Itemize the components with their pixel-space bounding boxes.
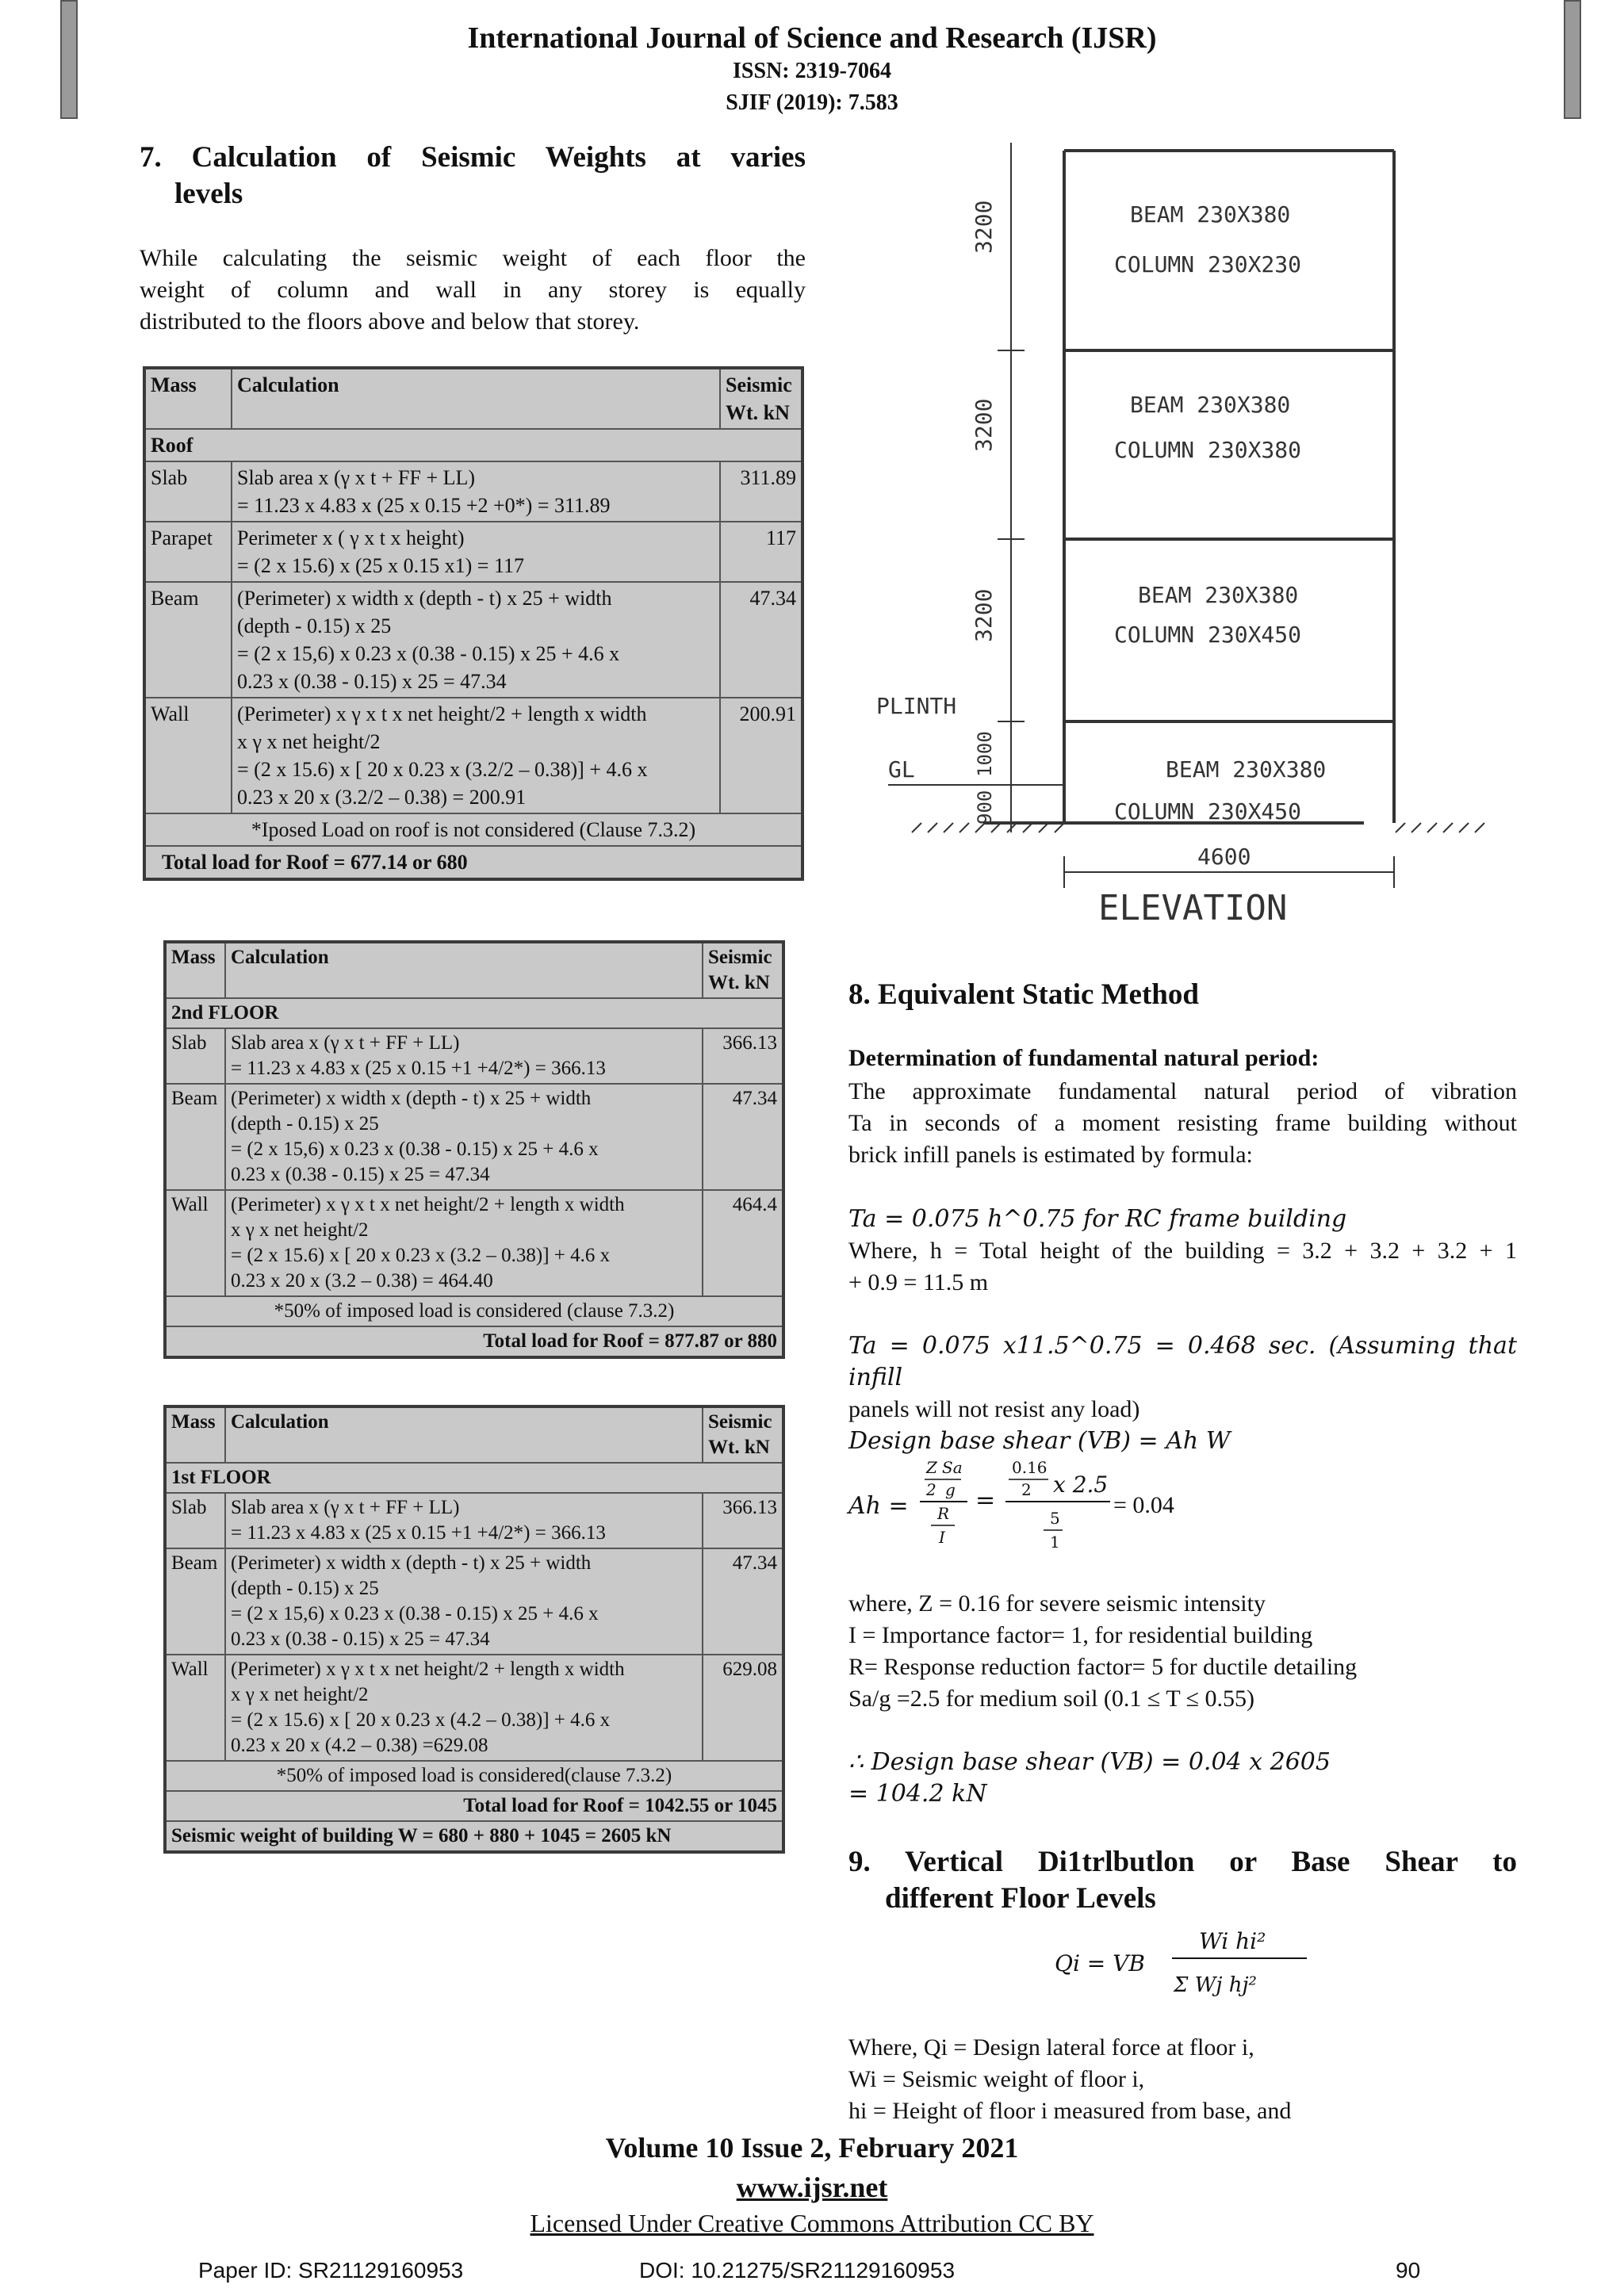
frac-r: R — [937, 1504, 950, 1523]
period-calc: Ta = 0.075 x11.5^0.75 = 0.468 sec. (Assuming that infill panels will not resist any load) Design base shear (VB) = Ah W — [848, 1332, 1517, 1455]
frac-eq: = — [975, 1487, 996, 1514]
section-8-paragraph: The approximate fundamental natural period of vibration Ta in seconds of a moment resisting frame building without brick infill panels is estimated by formula: — [848, 1078, 1517, 1168]
frac-sa: Sa — [942, 1458, 963, 1477]
frac-5: 5 — [1050, 1509, 1060, 1528]
section-9-heading: 9. Vertical Di1trlbutlon or Base Shear to different Floor Levels — [848, 1846, 1517, 1915]
frac-x25: x 2.5 — [1053, 1471, 1109, 1498]
dim-3200-low: 3200 — [971, 588, 997, 642]
dim-4600: 4600 — [1197, 844, 1251, 870]
issn: ISSN: 2319-7064 — [733, 59, 891, 83]
elevation-caption: ELEVATION — [1098, 888, 1288, 928]
label-column-2: COLUMN 230X380 — [1114, 437, 1302, 463]
table-row: Wall (Perimeter) x γ x t x net height/2 + length x width x γ x net height/2 = (2 x 15.6) x [ 20 x 0.23 x (3.2/2 – 0.38)] + 4.6 x 0.23 x 20 x (3.2/2 – 0.38) = 200.91 200.91 — [144, 698, 802, 813]
formula-den: Σ Wj hj² — [1174, 1973, 1257, 1997]
ah-lhs: Ah = — [848, 1492, 909, 1520]
label-beam-1: BEAM 230X380 — [1138, 582, 1299, 608]
frac-2: 2 — [926, 1480, 936, 1499]
parameter-list: where, Z = 0.16 for severe seismic intensity I = Importance factor= 1, for residential building R= Response reduction factor= 5 for ductile detailing Sa/g =2.5 for medium soil (0.1 ≤ T ≤ 0.55) — [848, 1590, 1358, 1712]
label-beam-roof: BEAM 230X380 — [1130, 201, 1291, 228]
table-row: Slab Slab area x (γ x t + FF + LL) = 11.23 x 4.83 x (25 x 0.15 +1 +4/2*) = 366.13 366.13 — [165, 1493, 783, 1548]
label-column-base: COLUMN 230X450 — [1114, 798, 1302, 825]
section-8-heading: 8. Equivalent Static Method — [848, 978, 1199, 1011]
dim-900: 900 — [974, 790, 996, 825]
table-row: Wall (Perimeter) x γ x t x net height/2 + length x width x γ x net height/2 = (2 x 15.6) x [ 20 x 0.23 x (4.2 – 0.38)] + 4.6 x 0.23 x 20 x (4.2 – 0.38) =629.08 629.08 — [165, 1655, 783, 1761]
ah-rhs: = 0.04 — [1113, 1492, 1174, 1518]
first-floor-weight-table: Mass Calculation Seismic Wt. kN 1st FLOOR Slab Slab area x (γ x t + FF + LL) = 11.23 x 4.83 x (25 x 0.15 +1 +4/2*) = 366.13 366.13 Beam (Perimeter) x width x (depth - t) x 25 + width (depth - 0.15) x 25 = (2 x 15,6) x 0.23 x (0.38 - 0.15) x 25 + 4.6 x 0.23 x (0.38 - 0.15) x 25 = 47.34 47.34 Wall (Perimeter) x γ x t x net height/2 + length x width x γ x net height/2 = (2 x 15.6) x [ 20 x 0.23 x (4.2 – 0.38)] + 4.6 x 0.23 x 20 x (4.2 – 0.38) =629.08 629.08 *50% of imposed load is considered(clause 7.3.2) Total load for Roof = 1042.55 or 1045 Seismic weight of building W = 680 + 880 + 1045 = 2605 kN — [163, 1405, 785, 1854]
frac-016: 0.16 — [1012, 1458, 1048, 1477]
formula-num: Wi hi² — [1199, 1928, 1266, 1954]
label-gl: GL — [888, 756, 915, 783]
base-shear-result: ∴ Design base shear (VB) = 0.04 x 2605 = 104.2 kN — [848, 1748, 1331, 1808]
journal-title: International Journal of Science and Research (IJSR) — [467, 21, 1157, 55]
table-row: Wall (Perimeter) x γ x t x net height/2 + length x width x γ x net height/2 = (2 x 15.6) x [ 20 x 0.23 x (3.2 – 0.38)] + 4.6 x 0.23 x 20 x (3.2 – 0.38) = 464.40 464.4 — [165, 1190, 783, 1296]
roof-weight-table: Mass Calculation Seismic Wt. kN Roof Slab Slab area x (γ x t + FF + LL) = 11.23 x 4.83 x (25 x 0.15 +2 +0*) = 311.89 311.89 Parapet Perimeter x ( γ x t x height) = (2 x 15.6) x (25 x 0.15 x1) = 117 117 Beam (Perimeter) x width x (depth - t) x 25 + width (depth - 0.15) x 25 = (2 x 15,6) x 0.23 x (0.38 - 0.15) x 25 + 4.6 x 0.23 x (0.38 - 0.15) x 25 = 47.34 47.34 Wall (Perimeter) x γ x t x net height/2 + length x width x γ x net height/2 = (2 x 15.6) x [ 20 x 0.23 x (3.2/2 – 0.38)] + 4.6 x 0.23 x 20 x (3.2/2 – 0.38) = 200.91 200.91 *Iposed Load on roof is not considered (Clause 7.3.2) Total load for Roof = 677.14 or 680 — [143, 366, 804, 881]
period-formula: Ta = 0.075 h^0.75 for RC frame building Where, h = Total height of the building = 3.2 + 3.2 + 3.2 + 1 + 0.9 = 11.5 m — [848, 1205, 1517, 1295]
page-number: 90 — [1396, 2258, 1421, 2283]
table-row: Slab Slab area x (γ x t + FF + LL) = 11.23 x 4.83 x (25 x 0.15 +2 +0*) = 311.89 311.89 — [144, 461, 802, 522]
frac-2b: 2 — [1021, 1480, 1032, 1499]
label-plinth: PLINTH — [876, 693, 957, 719]
dim-3200-mid: 3200 — [971, 398, 997, 452]
formula-definitions: Where, Qi = Design lateral force at floor i, Wi = Seismic weight of floor i, hi = Height of floor i measured from base, and — [848, 2034, 1292, 2124]
footer-license[interactable]: Licensed Under Creative Commons Attribution CC BY — [530, 2209, 1094, 2237]
sjif: SJIF (2019): 7.583 — [726, 90, 898, 115]
label-column-top: COLUMN 230X230 — [1114, 251, 1302, 277]
footer-site-link[interactable]: www.ijsr.net — [736, 2172, 888, 2203]
section-7-paragraph: While calculating the seismic weight of each floor the weight of column and wall in any storey is equally distributed to the floors above and below that storey. — [140, 245, 806, 335]
table-row: Parapet Perimeter x ( γ x t x height) = (2 x 15.6) x (25 x 0.15 x1) = 117 117 — [144, 522, 802, 582]
label-beam-plinth: BEAM 230X380 — [1166, 756, 1327, 783]
frac-g: g — [945, 1480, 956, 1499]
second-floor-weight-table: Mass Calculation Seismic Wt. kN 2nd FLOOR Slab Slab area x (γ x t + FF + LL) = 11.23 x 4.83 x (25 x 0.15 +1 +4/2*) = 366.13 366.13 Beam (Perimeter) x width x (depth - t) x 25 + width (depth - 0.15) x 25 = (2 x 15,6) x 0.23 x (0.38 - 0.15) x 25 + 4.6 x 0.23 x (0.38 - 0.15) x 25 = 47.34 47.34 Wall (Perimeter) x γ x t x net height/2 + length x width x γ x net height/2 = (2 x 15.6) x [ 20 x 0.23 x (3.2 – 0.38)] + 4.6 x 0.23 x 20 x (3.2 – 0.38) = 464.40 464.4 *50% of imposed load is considered (clause 7.3.2) Total load for Roof = 877.87 or 880 — [163, 940, 785, 1359]
table-row: Beam (Perimeter) x width x (depth - t) x 25 + width (depth - 0.15) x 25 = (2 x 15,6) x 0.23 x (0.38 - 0.15) x 25 + 4.6 x 0.23 x (0.38 - 0.15) x 25 = 47.34 47.34 — [144, 582, 802, 698]
ah-fraction — [920, 1456, 1126, 1559]
table-row: Slab Slab area x (γ x t + FF + LL) = 11.23 x 4.83 x (25 x 0.15 +1 +4/2*) = 366.13 366.13 — [165, 1028, 783, 1084]
elevation-drawing — [856, 143, 1554, 936]
frac-i: I — [939, 1528, 945, 1547]
frac-1: 1 — [1050, 1533, 1060, 1552]
footer-volume: Volume 10 Issue 2, February 2021 — [605, 2132, 1019, 2164]
dim-3200-top: 3200 — [971, 200, 997, 254]
label-beam-2: BEAM 230X380 — [1130, 392, 1291, 418]
table-row: Beam (Perimeter) x width x (depth - t) x 25 + width (depth - 0.15) x 25 = (2 x 15,6) x 0.23 x (0.38 - 0.15) x 25 + 4.6 x 0.23 x (0.38 - 0.15) x 25 = 47.34 47.34 — [165, 1084, 783, 1190]
label-column-1: COLUMN 230X450 — [1114, 622, 1302, 648]
paper-id: Paper ID: SR21129160953 — [198, 2258, 464, 2283]
lateral-force-formula — [1055, 1919, 1316, 2006]
section-7-heading: 7. Calculation of Seismic Weights at varies levels — [140, 141, 806, 210]
table-row: Beam (Perimeter) x width x (depth - t) x 25 + width (depth - 0.15) x 25 = (2 x 15,6) x 0.23 x (0.38 - 0.15) x 25 + 4.6 x 0.23 x (0.38 - 0.15) x 25 = 47.34 47.34 — [165, 1548, 783, 1655]
section-8-subhead: Determination of fundamental natural period: — [848, 1045, 1320, 1071]
dim-1000: 1000 — [974, 731, 996, 777]
frac-z: Z — [926, 1458, 937, 1477]
formula-qi: Qi = VB — [1055, 1950, 1145, 1976]
doi: DOI: 10.21275/SR21129160953 — [639, 2258, 956, 2283]
